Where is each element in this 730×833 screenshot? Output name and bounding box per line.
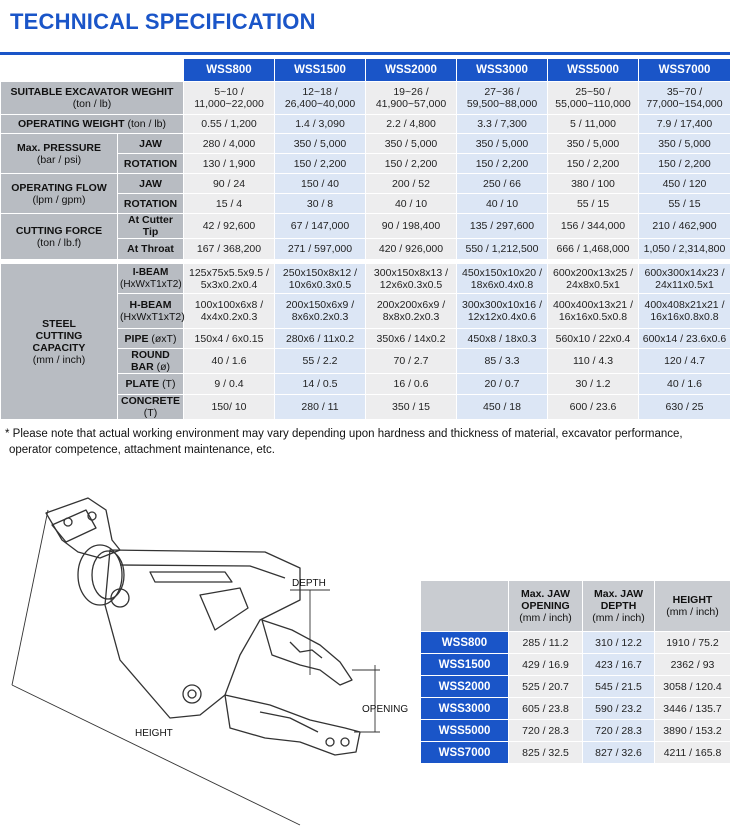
sub-label-unit: (ø) — [156, 361, 171, 373]
model-header: WSS800 — [184, 59, 275, 82]
cell: 450 / 120 — [639, 174, 730, 194]
cell: 3058 / 120.4 — [655, 676, 730, 698]
cell-line: 24x11x0.5x1 — [655, 278, 714, 291]
sub-label — [118, 395, 184, 420]
excavator-label — [1, 82, 184, 115]
cell-line: 10x6x0.3x0.5 — [288, 278, 352, 291]
cell: 1,050 / 2,314,800 — [639, 239, 730, 260]
dims-row — [421, 720, 730, 742]
cell: 70 / 2.7 — [366, 349, 457, 374]
sub-label-unit: (T) — [143, 407, 158, 419]
row-label: OPERATING FLOW — [11, 181, 107, 194]
pivot-pin-center — [188, 690, 196, 698]
cell: 15 / 4 — [184, 194, 275, 214]
cell-line: 8x8x0.2x0.3 — [382, 311, 440, 323]
cell: 280 / 11 — [275, 395, 366, 420]
cell: 630 / 25 — [639, 395, 730, 420]
dims-model: WSS3000 — [421, 698, 509, 720]
model-header: WSS3000 — [457, 59, 548, 82]
cell: 40 / 1.6 — [639, 374, 730, 395]
cell: 429 / 16.9 — [509, 654, 583, 676]
cell: 666 / 1,468,000 — [548, 239, 639, 260]
cell: 167 / 368,200 — [184, 239, 275, 260]
capacity-label — [1, 264, 118, 420]
cell: 450 / 18 — [457, 395, 548, 420]
sub-label-text: ROUND BAR — [130, 349, 170, 373]
cell: 42 / 92,600 — [184, 214, 275, 239]
sub-label-text: I-BEAM — [132, 266, 169, 278]
cell: 0.55 / 1,200 — [184, 115, 275, 134]
cell: 350x6 / 14x0.2 — [366, 329, 457, 349]
height-label: HEIGHT — [135, 728, 173, 739]
row-label: CUTTING — [35, 329, 83, 342]
cell: 55 / 15 — [639, 194, 730, 214]
sub-label: JAW — [118, 134, 184, 154]
flow-jaw-row — [1, 174, 730, 194]
lower-jaw — [225, 695, 360, 755]
header-unit: (mm / inch) — [666, 606, 719, 618]
row-unit: (ton / lb) — [127, 118, 166, 130]
cell-line: 8x6x0.2x0.3 — [291, 311, 349, 323]
cell: 90 / 24 — [184, 174, 275, 194]
opening-label: OPENING — [362, 704, 409, 715]
bolt — [341, 738, 349, 746]
note-line: operator competence, attachment maintenance, etc. — [9, 444, 275, 456]
bolt — [326, 738, 334, 746]
sub-label — [118, 349, 184, 374]
cell: 2362 / 93 — [655, 654, 730, 676]
op-weight-label — [1, 115, 184, 134]
sub-label — [118, 329, 184, 349]
cell: 55 / 15 — [548, 194, 639, 214]
height-line — [12, 685, 300, 825]
sub-label-text: PIPE — [124, 332, 149, 345]
cell: 600 / 23.6 — [548, 395, 639, 420]
cell-line: 100x100x6x8 / — [194, 299, 264, 311]
cell: 30 / 8 — [275, 194, 366, 214]
spec-table — [0, 58, 730, 420]
header-unit: (mm / inch) — [519, 612, 572, 624]
cell: 720 / 28.3 — [509, 720, 583, 742]
cell: 150 / 2,200 — [275, 154, 366, 174]
dims-model: WSS1500 — [421, 654, 509, 676]
pivot-pin — [183, 685, 201, 703]
note-line: * Please note that actual working environment may vary depending upon hardness and thickness of material, excavator performance, — [5, 428, 683, 440]
dims-row — [421, 676, 730, 698]
cell: 827 / 32.6 — [583, 742, 655, 764]
sub-label: At Cutter Tip — [118, 214, 184, 239]
row-unit: (ton / lb) — [72, 98, 112, 110]
cell: 20 / 0.7 — [457, 374, 548, 395]
cell: 1910 / 75.2 — [655, 632, 730, 654]
header-line: Max. JAW — [520, 588, 570, 600]
cell — [457, 264, 548, 294]
lower-jaw-edge — [260, 712, 318, 732]
header-line: HEIGHT — [672, 594, 713, 606]
cell: 19~26 / 41,900~57,000 — [366, 82, 457, 115]
cell: 720 / 28.3 — [583, 720, 655, 742]
cell: 16 / 0.6 — [366, 374, 457, 395]
cell-line: 600x200x13x25 / — [553, 266, 633, 279]
height-ext — [12, 510, 48, 685]
cell — [366, 294, 457, 329]
cell-line: 400x400x13x21 / — [553, 299, 633, 311]
cell: 85 / 3.3 — [457, 349, 548, 374]
cell: 550 / 1,212,500 — [457, 239, 548, 260]
cell: 40 / 10 — [366, 194, 457, 214]
cell: 310 / 12.2 — [583, 632, 655, 654]
model-header: WSS2000 — [366, 59, 457, 82]
cell-line: 300x300x10x16 / — [462, 299, 542, 311]
sub-label — [118, 374, 184, 395]
cell: 90 / 198,400 — [366, 214, 457, 239]
sub-label-text: PLATE — [125, 378, 160, 390]
cell-line: 300x150x8x13 / — [373, 266, 449, 279]
row-label: STEEL — [42, 317, 76, 330]
sub-label — [118, 264, 184, 294]
row-unit: (mm / inch) — [32, 353, 86, 366]
page-title: TECHNICAL SPECIFICATION — [10, 9, 316, 34]
header-unit: (mm / inch) — [592, 612, 645, 624]
cell: 250 / 66 — [457, 174, 548, 194]
disclaimer-note — [5, 426, 725, 458]
cell-line: 400x408x21x21 / — [644, 299, 725, 311]
cell — [275, 294, 366, 329]
cell: 545 / 21.5 — [583, 676, 655, 698]
pressure-label — [1, 134, 118, 174]
cell: 600x14 / 23.6x0.6 — [639, 329, 730, 349]
depth-label: DEPTH — [292, 578, 326, 589]
cell: 350 / 5,000 — [639, 134, 730, 154]
sub-label-text: H-BEAM — [129, 299, 172, 311]
cell-line: 24x8x0.5x1 — [566, 278, 620, 291]
cell — [548, 264, 639, 294]
cell: 1.4 / 3,090 — [275, 115, 366, 134]
cell: 2.2 / 4,800 — [366, 115, 457, 134]
cell: 525 / 20.7 — [509, 676, 583, 698]
cell — [548, 294, 639, 329]
cell: 135 / 297,600 — [457, 214, 548, 239]
cell: 350 / 5,000 — [548, 134, 639, 154]
body-outline — [105, 550, 300, 718]
cell: 450x8 / 18x0.3 — [457, 329, 548, 349]
cell: 350 / 5,000 — [366, 134, 457, 154]
pin-hole — [64, 518, 72, 526]
cell — [639, 294, 730, 329]
dims-row — [421, 654, 730, 676]
cell: 40 / 10 — [457, 194, 548, 214]
cell-line: 12x12x0.4x0.6 — [467, 311, 537, 323]
bracket-outline — [46, 498, 120, 558]
row-label: SUITABLE EXCAVATOR WEGHIT — [10, 86, 174, 98]
cell: 40 / 1.6 — [184, 349, 275, 374]
row-label: CAPACITY — [32, 341, 86, 354]
row-unit: (ton / lb.f) — [36, 236, 82, 249]
cell: 280 / 4,000 — [184, 134, 275, 154]
dims-header-blank — [421, 581, 509, 632]
cell: 7.9 / 17,400 — [639, 115, 730, 134]
flow-label — [1, 174, 118, 214]
cell: 590 / 23.2 — [583, 698, 655, 720]
pressure-jaw-row — [1, 134, 730, 154]
ibeam-row — [1, 264, 730, 294]
sub-label-unit: (øxT) — [151, 332, 177, 345]
cell: 67 / 147,000 — [275, 214, 366, 239]
cell: 35~70 / 77,000~154,000 — [639, 82, 730, 115]
sub-label: ROTATION — [118, 154, 184, 174]
cell: 150 / 2,200 — [639, 154, 730, 174]
dims-model: WSS800 — [421, 632, 509, 654]
dims-model: WSS7000 — [421, 742, 509, 764]
shear-diagram — [0, 480, 420, 833]
cell: 110 / 4.3 — [548, 349, 639, 374]
cell — [366, 264, 457, 294]
cell-line: 600x300x14x23 / — [644, 266, 725, 279]
excavator-row — [1, 82, 730, 115]
model-header-row — [1, 59, 730, 82]
cell-line: 16x16x0.8x0.8 — [650, 311, 719, 323]
dims-header — [655, 581, 730, 632]
sub-label: JAW — [118, 174, 184, 194]
cell — [184, 264, 275, 294]
dims-model: WSS2000 — [421, 676, 509, 698]
dims-header — [509, 581, 583, 632]
cell-line: 125x75x5.5x9.5 / — [189, 266, 269, 279]
cell: 25~50 / 55,000~110,000 — [548, 82, 639, 115]
row-label: CUTTING FORCE — [15, 224, 103, 237]
jaw-teeth — [290, 642, 322, 658]
cell: 350 / 15 — [366, 395, 457, 420]
cell-line: 250x150x8x12 / — [282, 266, 358, 279]
cell-line: 4x4x0.2x0.3 — [200, 311, 258, 323]
dims-row — [421, 698, 730, 720]
row-unit: (lpm / gpm) — [32, 193, 86, 206]
cell-line: 200x200x6x9 / — [376, 299, 446, 311]
cell: 150 / 2,200 — [366, 154, 457, 174]
sub-label-unit: (HxWxT1xT2) — [120, 311, 185, 323]
cell: 150 / 40 — [275, 174, 366, 194]
cell — [184, 294, 275, 329]
dims-header-row — [421, 581, 730, 632]
cell — [639, 264, 730, 294]
window — [200, 588, 248, 630]
cell: 150 / 2,200 — [548, 154, 639, 174]
model-header: WSS1500 — [275, 59, 366, 82]
cell: 55 / 2.2 — [275, 349, 366, 374]
force-tip-row — [1, 214, 730, 239]
cell-line: 450x150x10x20 / — [462, 266, 542, 279]
header-line: DEPTH — [600, 600, 637, 612]
force-label — [1, 214, 118, 260]
top-slot — [150, 572, 232, 582]
cell: 156 / 344,000 — [548, 214, 639, 239]
cell: 420 / 926,000 — [366, 239, 457, 260]
cell: 3446 / 135.7 — [655, 698, 730, 720]
cell: 30 / 1.2 — [548, 374, 639, 395]
cell: 120 / 4.7 — [639, 349, 730, 374]
upper-jaw — [262, 620, 352, 685]
cell: 280x6 / 11x0.2 — [275, 329, 366, 349]
dims-header — [583, 581, 655, 632]
title-underline — [0, 52, 730, 55]
cell: 5~10 / 11,000~22,000 — [184, 82, 275, 115]
cell: 210 / 462,900 — [639, 214, 730, 239]
dims-row — [421, 742, 730, 764]
sub-label — [118, 294, 184, 329]
cell: 380 / 100 — [548, 174, 639, 194]
cell: 3.3 / 7,300 — [457, 115, 548, 134]
cell — [275, 264, 366, 294]
cell: 14 / 0.5 — [275, 374, 366, 395]
cell: 350 / 5,000 — [457, 134, 548, 154]
cell-line: 18x6x0.4x0.8 — [470, 278, 534, 291]
cell-line: 5x3x0.2x0.4 — [200, 278, 258, 291]
cell: 27~36 / 59,500~88,000 — [457, 82, 548, 115]
cell: 5 / 11,000 — [548, 115, 639, 134]
cell: 350 / 5,000 — [275, 134, 366, 154]
cell-line: 12x6x0.3x0.5 — [379, 278, 443, 291]
row-label: OPERATING WEIGHT — [18, 118, 125, 130]
header-line: OPENING — [521, 600, 570, 612]
sub-label-text: CONCRETE — [121, 395, 180, 407]
row-unit: (bar / psi) — [36, 153, 82, 166]
model-header: WSS5000 — [548, 59, 639, 82]
sub-label: ROTATION — [118, 194, 184, 214]
cell: 423 / 16.7 — [583, 654, 655, 676]
cell: 12~18 / 26,400~40,000 — [275, 82, 366, 115]
cell: 271 / 597,000 — [275, 239, 366, 260]
cell: 9 / 0.4 — [184, 374, 275, 395]
sub-label-unit: (T) — [162, 378, 176, 390]
cell: 285 / 11.2 — [509, 632, 583, 654]
cell: 130 / 1,900 — [184, 154, 275, 174]
cell: 150x4 / 6x0.15 — [184, 329, 275, 349]
dims-model: WSS5000 — [421, 720, 509, 742]
cell-line: 16x16x0.5x0.8 — [558, 311, 628, 323]
cell-line: 200x150x6x9 / — [285, 299, 355, 311]
sub-label: At Throat — [118, 239, 184, 260]
cell: 3890 / 153.2 — [655, 720, 730, 742]
cell: 150 / 2,200 — [457, 154, 548, 174]
dimensions-table — [420, 580, 730, 764]
header-line: Max. JAW — [593, 588, 643, 600]
sub-label-unit: (HxWxT1xT2) — [120, 278, 182, 290]
header-blank — [1, 59, 184, 82]
op-weight-row — [1, 115, 730, 134]
cell: 605 / 23.8 — [509, 698, 583, 720]
cell: 150/ 10 — [184, 395, 275, 420]
cell: 560x10 / 22x0.4 — [548, 329, 639, 349]
cell: 200 / 52 — [366, 174, 457, 194]
cell: 4211 / 165.8 — [655, 742, 730, 764]
row-label: Max. PRESSURE — [16, 141, 102, 154]
cell: 825 / 32.5 — [509, 742, 583, 764]
bracket-plate — [52, 510, 96, 542]
cell — [457, 294, 548, 329]
model-header: WSS7000 — [639, 59, 730, 82]
dims-row — [421, 632, 730, 654]
